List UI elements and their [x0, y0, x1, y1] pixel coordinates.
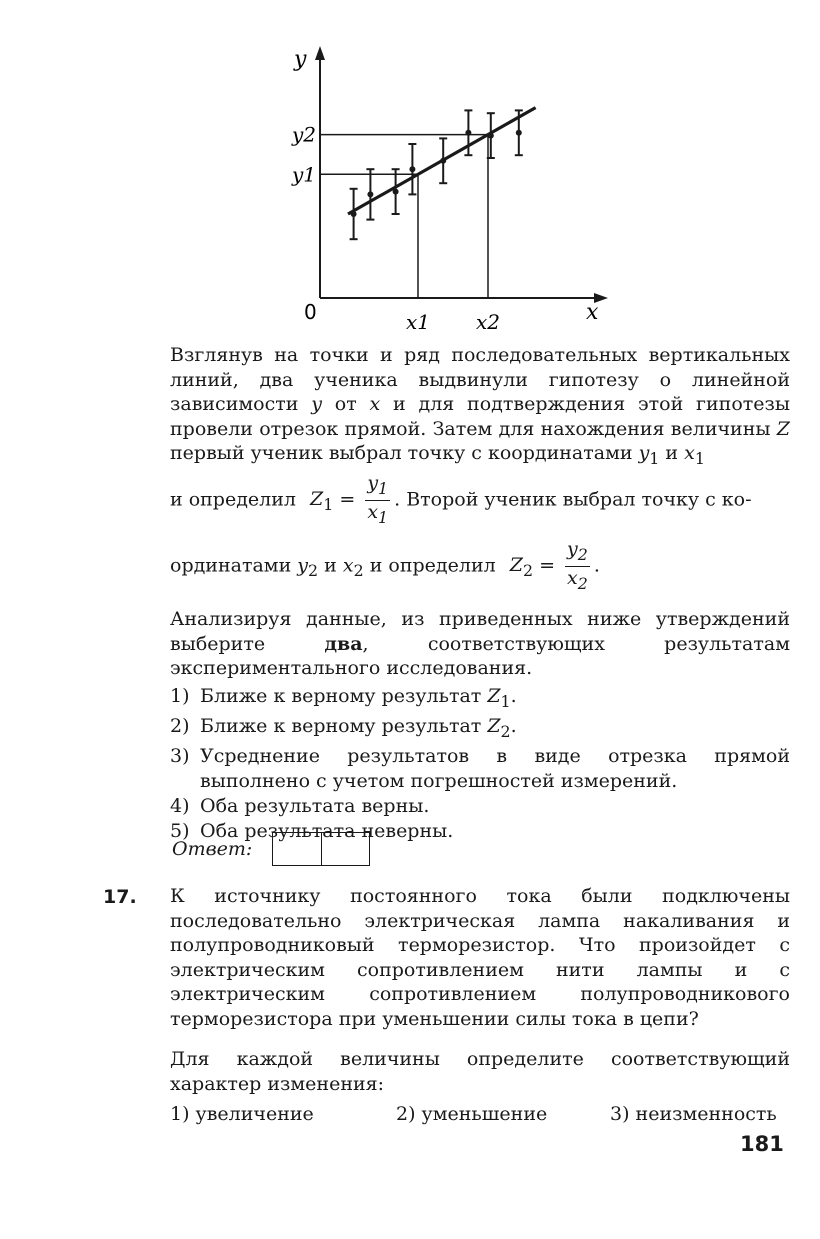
origin-label: 0: [304, 300, 317, 324]
data-point-7: [488, 133, 494, 139]
y-axis-arrow: [315, 46, 325, 60]
answer-label: Ответ:: [172, 838, 253, 860]
data-point-5: [440, 158, 446, 164]
option-decrease: 2) уменьшение: [396, 1103, 548, 1125]
option-increase: 1) увеличение: [170, 1103, 314, 1125]
guide-lines: [320, 135, 488, 298]
option-unchanged: 3) неизменность: [610, 1103, 777, 1125]
question-17-text: К источнику постоянного тока были подключены последовательно электрическая лампа накаливания и полупроводниковый терморезистор. Что произойдет с электрическим сопротивлением нити лампы и с электрическим сопротивлением полупроводникового терморезистора при уменьшении силы тока в цепи?: [170, 885, 790, 1030]
fraction-y1-x1: $\frac{y_1}{x_1}$: [367, 472, 389, 527]
statement-2: 2) Ближе к верному результат $Z_2$.: [170, 714, 517, 741]
statement-list: [170, 684, 790, 844]
x-mark-label-2: x2: [476, 310, 501, 330]
fraction-y2-x2: $\frac{y_2}{x_2}$: [567, 538, 588, 593]
graph: [280, 40, 620, 330]
data-point-4: [409, 166, 415, 172]
intro-paragraph: Взглянув на точки и ряд последовательных вертикальных линий, два ученика выдвинули гипотезу о линейной зависимости y от x и для подтверждения этой гипотезы провели отрезок прямой. Затем для нахождения величины Z первый ученик выбрал точку с координатами $y_1$ и $x_1$: [170, 344, 791, 468]
task-paragraph: Анализируя данные, из приведенных ниже утверждений выберите два, соответствующих результатам экспериментального исследования.: [170, 608, 790, 679]
page-number: 181: [740, 1132, 784, 1156]
formula-line-2: ординатами $y_2$ и $x_2$ и определил $Z_2$ = $\frac{y_2}{x_2}$ .: [170, 538, 600, 593]
formula-line-1: и определил $Z_1$ = $\frac{y_1}{x_1}$ . Второй ученик выбрал точку с ко-: [170, 472, 752, 527]
answer-cell-2[interactable]: [322, 833, 370, 865]
data-point-1: [351, 211, 357, 217]
statement-5: 5) Оба результата неверны.: [170, 819, 454, 842]
statement-4: 4) Оба результата верны.: [170, 794, 430, 817]
statement-3: 3) Усреднение результатов в виде отрезка прямой выполнено с учетом погрешностей измерений.: [170, 744, 790, 792]
x-axis-label: x: [586, 300, 599, 325]
data-point-6: [465, 130, 471, 136]
y-axis-label: y: [294, 47, 307, 72]
question-17-instruction: Для каждой величины определите соответствующий характер изменения:: [170, 1048, 790, 1095]
question-number: 17.: [103, 886, 137, 908]
answer-box[interactable]: [272, 832, 370, 866]
data-point-3: [393, 189, 399, 195]
data-point-2: [367, 191, 373, 197]
data-points: [351, 130, 522, 217]
x-mark-label-1: x1: [406, 310, 431, 330]
answer-cell-1[interactable]: [273, 833, 322, 865]
data-point-8: [516, 130, 522, 136]
statement-1: 1) Ближе к верному результат $Z_1$.: [170, 685, 517, 711]
y-mark-label-2: y2: [292, 122, 317, 147]
y-mark-label-1: y1: [292, 162, 317, 187]
